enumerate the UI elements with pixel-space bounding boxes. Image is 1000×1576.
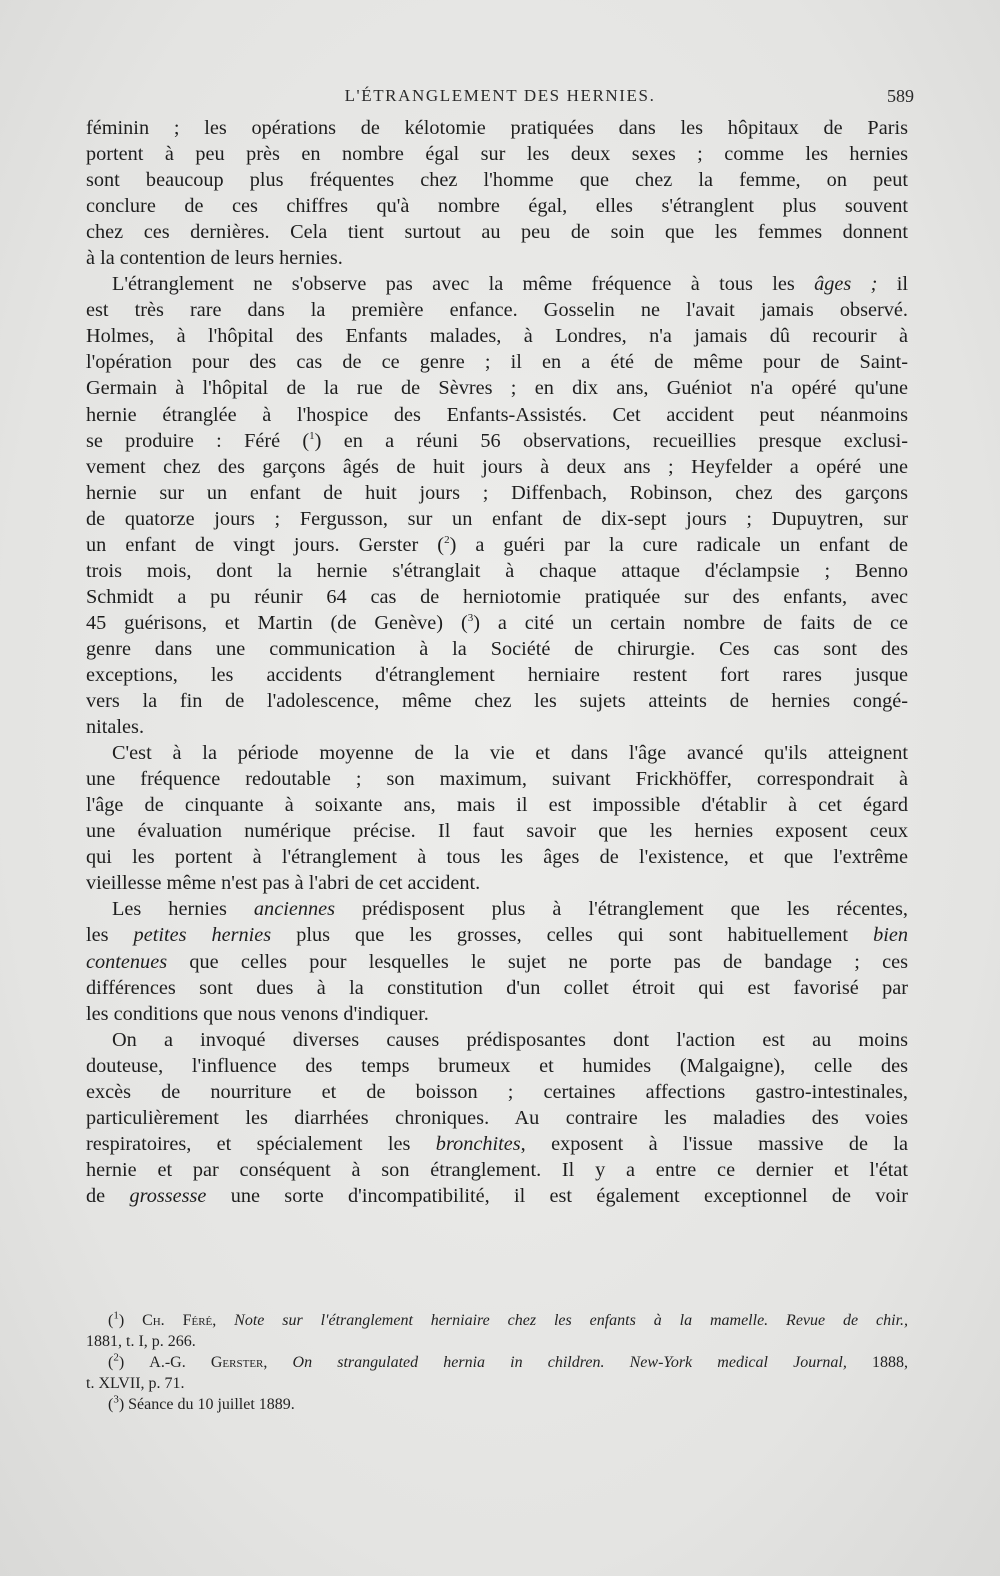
text-run: Les hernies (112, 898, 254, 921)
italic-run: anciennes (253, 898, 336, 921)
footnote-ref: 3 (467, 612, 474, 625)
text-line: douteuse, l'influence des temps brumeux et humides (Malgaigne), celle des (86, 1054, 908, 1077)
footnote-1-continuation: 1881, t. I, p. 266. (86, 1333, 196, 1350)
footnote-title: Note sur l'étranglement herniaire chez les enfants à la mamelle. Revue de chir., (234, 1312, 909, 1329)
footnote-2-continuation: t. XLVII, p. 71. (86, 1375, 185, 1392)
text-line: qui les portent à l'étranglement à tous les âges de l'existence, et que l'extrême (86, 846, 908, 869)
text-run: , exposent à l'issue massive de la (520, 1132, 908, 1155)
text-line: vieillesse même n'est pas à l'abri de cet accident. (86, 872, 481, 895)
text-line: excès de nourriture et de boisson ; certaines affections gastro-intestinales, (86, 1080, 908, 1103)
text-run: ) a cité un certain nombre de faits de ce (473, 611, 908, 634)
footnote-mark: 3 (113, 1393, 119, 1406)
footnote-text: Séance du 10 juillet 1889. (128, 1396, 295, 1413)
text-line: sont beaucoup plus fréquentes chez l'homme que chez la femme, on peut (86, 169, 908, 192)
text-run: les (86, 924, 134, 947)
footnote-1: ($^1$) Ch. Féré, Note sur l'étranglement herniaire chez les enfants à la mamelle. Revue de chir., (108, 1309, 909, 1329)
text-line: nitales. (86, 716, 145, 739)
text-line (86, 271, 908, 297)
text-run: une sorte d'incompatibilité, il est également exceptionnel de voir (206, 1184, 908, 1207)
text-run: prédisposent plus à l'étranglement que les récentes, (335, 898, 908, 921)
text-line: une fréquence redoutable ; son maximum, suivant Frickhöffer, correspondrait à (86, 768, 908, 791)
italic-run: bien (873, 924, 908, 947)
text-run: un enfant de vingt jours. Gerster ( (86, 533, 445, 556)
footnote-ref: 2 (444, 533, 450, 546)
text-line: On a invoqué diverses causes prédisposantes dont l'action est au moins (112, 1028, 908, 1051)
footnote-mark: 2 (113, 1351, 119, 1364)
text-line: portent à peu près en nombre égal sur les deux sexes ; comme les hernies (86, 143, 908, 166)
text-line: trois mois, dont la hernie s'étranglait à chaque attaque d'éclampsie ; Benno (86, 559, 908, 582)
footnote-2: ($^2$) A.-G. Gerster, On strangulated hernia in children. New-York medical Journal, 1888, (108, 1351, 908, 1371)
text-line (86, 896, 908, 922)
text-run: se produire : Féré ( (86, 429, 310, 452)
text-line: hernie sur un enfant de huit jours ; Diffenbach, Robinson, chez des garçons (86, 481, 908, 504)
footnotes (86, 1310, 908, 1415)
footnote-mark: 1 (113, 1309, 119, 1322)
italic-run: bronchites (435, 1132, 521, 1155)
text-line: les conditions que nous venons d'indiquer. (86, 1002, 429, 1025)
running-head (86, 86, 914, 116)
footnote-author: A.-G. Gerster, (149, 1354, 268, 1371)
text-line (86, 949, 908, 975)
text-line: féminin ; les opérations de kélotomie pratiquées dans les hôpitaux de Paris (86, 117, 908, 139)
text-line: une évaluation numérique précise. Il faut savoir que les hernies exposent ceux (86, 820, 908, 843)
text-line: genre dans une communication à la Société de chirurgie. Ces cas sont des (86, 637, 908, 660)
text-run: 45 guérisons, et Martin (de Genève) ( (86, 611, 468, 634)
italic-run: âges ; (814, 273, 878, 296)
text-line: hernie et par conséquent à son étranglement. Il y a entre ce dernier et l'état (86, 1158, 908, 1181)
footnote-3: ($^3$) Séance du 10 juillet 1889. (108, 1393, 295, 1413)
text-line: vers la fin de l'adolescence, même chez les sujets atteints de hernies congé- (86, 690, 908, 713)
text-run: de (86, 1184, 130, 1207)
page-number: 589 (887, 86, 914, 106)
text-line: Germain à l'hôpital de la rue de Sèvres ; en dix ans, Guéniot n'a opéré qu'une (86, 377, 908, 400)
text-line: de quatorze jours ; Fergusson, sur un enfant de dix-sept jours ; Dupuytren, sur (86, 507, 908, 530)
text-line: différences sont dues à la constitution d'un collet étroit qui est favorisé par (86, 976, 908, 999)
text-line (86, 1131, 908, 1157)
text-line (86, 532, 908, 558)
text-line: l'opération pour des cas de ce genre ; il en a été de même pour de Saint- (86, 351, 908, 374)
text-line: à la contention de leurs hernies. (86, 247, 343, 270)
text-line: conclure de ces chiffres qu'à nombre égal, elles s'étranglent plus souvent (86, 195, 908, 218)
footnote-title: On strangulated hernia in children. New-York medical Journal, (292, 1354, 847, 1371)
text-line: Holmes, à l'hôpital des Enfants malades, à Londres, n'a jamais dû recourir à (86, 325, 908, 348)
text-line: particulièrement les diarrhées chroniques. Au contraire les maladies des voies (86, 1106, 908, 1129)
text-run: ) a guéri par la cure radicale un enfant de (449, 533, 908, 556)
italic-run: grossesse (129, 1184, 207, 1207)
running-title: L'ÉTRANGLEMENT DES HERNIES. (344, 86, 656, 105)
text-line: C'est à la période moyenne de la vie et dans l'âge avancé qu'ils atteignent (112, 742, 908, 765)
text-run: plus que les grosses, celles qui sont habituellement (271, 924, 874, 947)
text-run: il (877, 273, 909, 296)
text-run: L'étranglement ne s'observe pas avec la même fréquence à tous les (112, 273, 815, 296)
body-text (86, 115, 908, 1209)
text-line (86, 1183, 908, 1209)
text-line (86, 610, 908, 636)
text-line: hernie étranglée à l'hospice des Enfants-Assistés. Cet accident peut néanmoins (86, 403, 908, 426)
footnote-ref: 1 (309, 429, 315, 442)
text-line: chez ces dernières. Cela tient surtout au peu de soin que les femmes donnent (86, 221, 908, 244)
text-run: que celles pour lesquelles le sujet ne porte pas de bandage ; ces (167, 950, 908, 973)
text-line: exceptions, les accidents d'étranglement herniaire restent fort rares jusque (86, 663, 908, 686)
italic-run: petites hernies (133, 924, 272, 947)
text-run: respiratoires, et spécialement les (86, 1132, 436, 1155)
italic-run: contenues (86, 950, 168, 973)
text-line: vement chez des garçons âgés de huit jours à deux ans ; Heyfelder a opéré une (86, 455, 908, 478)
text-line (86, 922, 908, 948)
text-line: l'âge de cinquante à soixante ans, mais il est impossible d'établir à cet égard (86, 794, 908, 817)
text-line: Schmidt a pu réunir 64 cas de herniotomie pratiquée sur des enfants, avec (86, 585, 908, 608)
footnote-author: Ch. Féré, (142, 1312, 217, 1329)
text-line (86, 428, 908, 454)
text-run: ) en a réuni 56 observations, recueillies presque exclusi- (314, 429, 908, 452)
text-line: est très rare dans la première enfance. Gosselin ne l'avait jamais observé. (86, 299, 908, 322)
footnote-year: 1888, (846, 1354, 908, 1371)
